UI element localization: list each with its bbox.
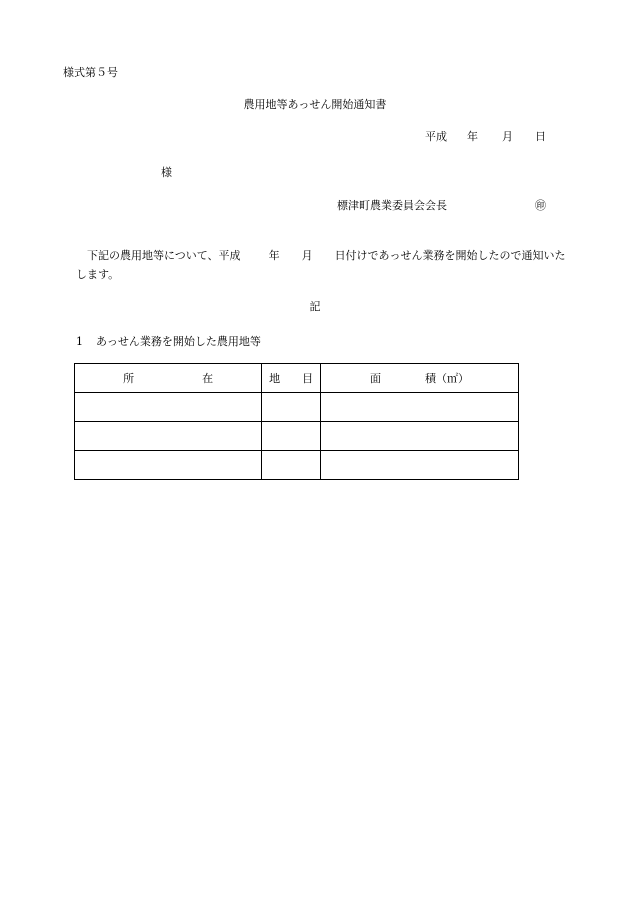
cell-land-type (262, 422, 321, 451)
section-number: 1 (76, 335, 83, 348)
cell-location (75, 451, 262, 480)
date-day: 日 (535, 130, 546, 143)
cell-land-type (262, 393, 321, 422)
body-year: 年 (268, 249, 280, 262)
body-paragraph (76, 246, 576, 284)
table-row (75, 451, 519, 480)
table-row (75, 393, 519, 422)
seal-mark: ㊞ (535, 199, 546, 212)
header-area: 面 積（㎡） (320, 364, 518, 393)
body-month: 月 (301, 249, 313, 262)
header-land-type: 地 目 (262, 364, 321, 393)
cell-location (75, 393, 262, 422)
issuer-name: 標津町農業委員会会長 (337, 199, 447, 212)
land-table (74, 363, 519, 480)
section-heading (76, 333, 261, 349)
document-title: 農用地等あっせん開始通知書 (243, 98, 387, 111)
cell-area (320, 393, 518, 422)
date-line (425, 128, 546, 144)
body-prefix: 下記の農用地等について、平成 (87, 249, 241, 262)
cell-location (75, 422, 262, 451)
ki-heading: 記 (309, 300, 321, 313)
date-month: 月 (502, 130, 513, 143)
cell-area (320, 451, 518, 480)
body-suffix: 日付けであっせん業務を開始したので通知いたします。 (76, 249, 566, 281)
table-row (75, 422, 519, 451)
cell-land-type (262, 451, 321, 480)
header-location: 所 在 (75, 364, 262, 393)
date-year: 年 (467, 130, 478, 143)
addressee-suffix: 様 (161, 166, 172, 179)
table-header-row (75, 364, 519, 393)
section-label: あっせん業務を開始した農用地等 (96, 335, 261, 348)
date-era: 平成 (425, 130, 447, 143)
form-number: 様式第５号 (63, 66, 118, 79)
cell-area (320, 422, 518, 451)
